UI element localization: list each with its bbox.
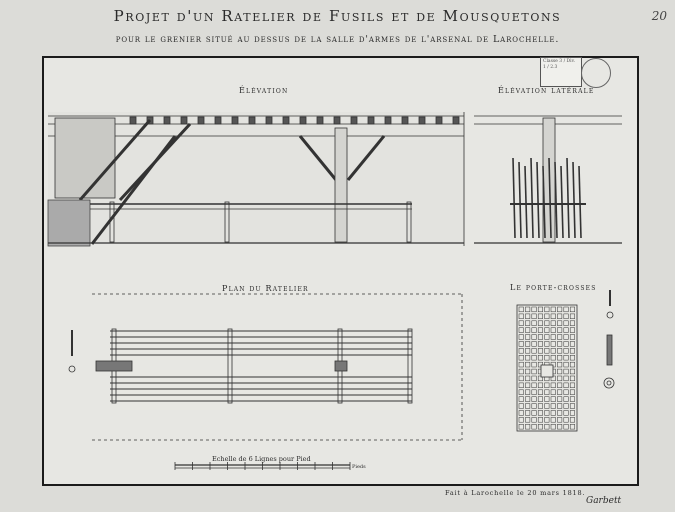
elevation-drawing <box>48 112 464 246</box>
scale-label: Echelle de 6 Lignes pour Pied <box>212 455 311 463</box>
lateral-elevation-drawing <box>474 116 622 243</box>
archive-mark-box: Classe 3 / Div. 1 / 2.3 <box>540 57 582 87</box>
porte-crosses-label: Le porte-crosses <box>510 283 597 292</box>
scale-bar <box>175 462 350 470</box>
page-subtitle: pour le grenier situé au dessus de la salle d'armes de l'arsenal de Larochelle. <box>115 34 560 45</box>
signature: Garbett <box>586 496 622 506</box>
page-title: Projet d'un Ratelier de Fusils et de Mousquetons <box>113 7 562 25</box>
elevation-label: Élévation <box>239 86 289 95</box>
page-number: 20 <box>651 9 667 23</box>
plan-label: Plan du Ratelier <box>222 284 309 293</box>
porte-crosses-drawing <box>517 290 614 431</box>
plan-drawing <box>69 294 462 440</box>
lateral-elevation-label: Élévation latérale <box>498 86 595 95</box>
scale-unit: Pieds <box>352 464 366 470</box>
footer-date: Fait à Larochelle le 20 mars 1818. <box>445 489 586 497</box>
